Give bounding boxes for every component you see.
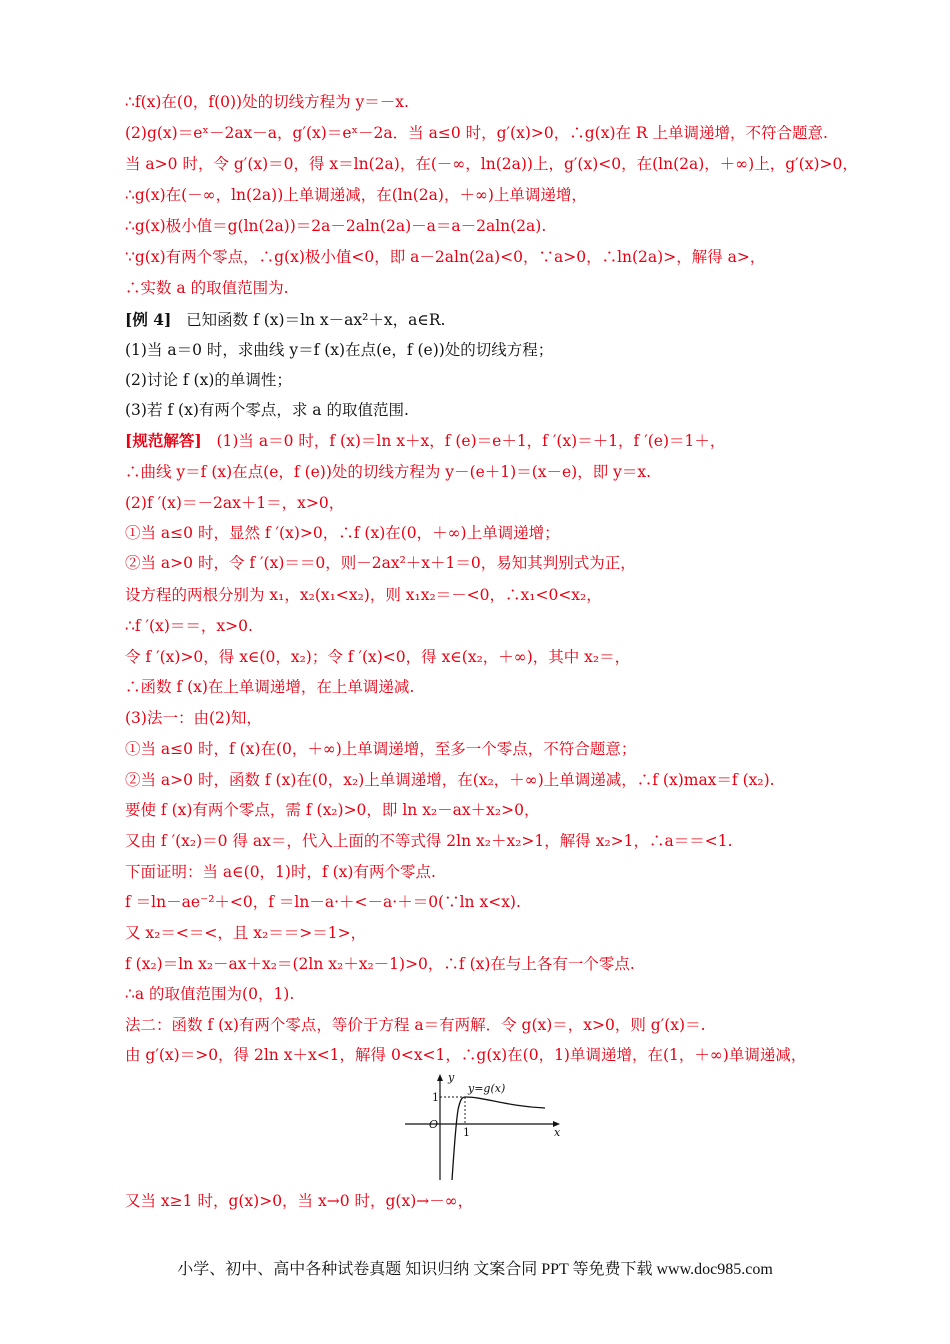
text-line: 要使 f (x)有两个零点，需 f (x₂)>0，即 ln x₂－ax＋x₂>0， (125, 801, 540, 819)
text-line: 设方程的两根分别为 x₁，x₂(x₁<x₂)，则 x₁x₂＝－<0，∴x₁<0<x₂， (125, 586, 602, 604)
text-line: (2)g(x)＝eˣ－2ax－a，g′(x)＝eˣ－2a．当 a≤0 时，g′(x)>0，∴g(x)在 R 上单调递增，不符合题意. (125, 124, 828, 142)
text-line: ∴a 的取值范围为(0，1). (125, 985, 295, 1003)
text-line: ①当 a≤0 时，显然 f ′(x)>0，∴f (x)在(0，＋∞)上单调递增； (125, 524, 560, 542)
y-axis-arrow (437, 1074, 443, 1081)
example-label: [例 4] (125, 310, 172, 329)
curve-label: y=g(x) (468, 1082, 506, 1095)
text-line: 又 x₂＝<＝<，且 x₂＝＝>＝1>， (125, 924, 367, 942)
solution-heading (125, 431, 725, 451)
text-line: ∴f(x)在(0，f(0))处的切线方程为 y＝－x. (125, 93, 409, 111)
y-axis-label: y (448, 1071, 455, 1084)
text-line: ②当 a>0 时，令 f ′(x)＝＝0，则－2ax²＋x＋1＝0，易知其判别式为正， (125, 554, 636, 572)
question-2: (2)讨论 f (x)的单调性； (125, 371, 292, 389)
text-line: f ＝ln－ae⁻²＋<0，f ＝ln－a·＋<－a·＋＝0(∵ln x<x). (125, 893, 521, 911)
text-line: 又当 x≥1 时，g(x)>0，当 x→0 时，g(x)→－∞， (125, 1192, 474, 1210)
text-line: ∴g(x)极小值＝g(ln(2a))＝2a－2aln(2a)－a＝a－2aln(2a). (125, 217, 547, 235)
text-line: 法二：函数 f (x)有两个零点，等价于方程 a＝有两解．令 g(x)＝，x>0，则 g′(x)＝. (125, 1016, 706, 1034)
text-line: 下面证明：当 a∈(0，1)时，f (x)有两个零点. (125, 863, 436, 881)
text-line: 由 g′(x)＝>0，得 2ln x＋x<1，解得 0<x<1，∴g(x)在(0，1)单调递增，在(1，＋∞)单调递减， (125, 1046, 807, 1064)
text-line: 当 a>0 时，令 g′(x)＝0，得 x＝ln(2a)，在(－∞，ln(2a))上，g′(x)<0，在(ln(2a)，＋∞)上，g′(x)>0， (125, 155, 858, 173)
text-line: 又由 f ′(x₂)＝0 得 ax＝，代入上面的不等式得 2ln x₂＋x₂>1，解得 x₂>1，∴a＝＝<1. (125, 832, 733, 850)
x-axis-label: x (554, 1126, 561, 1139)
text-line: ②当 a>0 时，函数 f (x)在(0，x₂)上单调递增，在(x₂，＋∞)上单调递减，∴f (x)max＝f (x₂). (125, 771, 775, 789)
question-3: (3)若 f (x)有两个零点，求 a 的取值范围. (125, 401, 409, 419)
y-tick-label: 1 (432, 1091, 439, 1104)
text-line: ∴f ′(x)＝＝，x>0. (125, 617, 253, 635)
solution-label: [规范解答] (125, 431, 202, 450)
text-line: ∵g(x)有两个零点，∴g(x)极小值<0，即 a－2aln(2a)<0，∵a>0，∴ln(2a)>，解得 a>， (125, 248, 766, 266)
example-statement: 已知函数 f (x)＝ln x－ax²＋x，a∈R. (186, 311, 446, 329)
question-1: (1)当 a＝0 时，求曲线 y＝f (x)在点(e，f (e))处的切线方程； (125, 341, 554, 359)
text-line: (3)法一：由(2)知， (125, 709, 262, 727)
origin-label: O (429, 1118, 439, 1131)
example-heading (125, 310, 445, 330)
x-tick-label: 1 (463, 1126, 470, 1139)
page-footer: 小学、初中、高中各种试卷真题 知识归纳 文案合同 PPT 等免费下载 www.doc985.com (177, 1261, 773, 1278)
text-line: f (x₂)＝ln x₂－ax＋x₂＝(2ln x₂＋x₂－1)>0，∴f (x)在与上各有一个零点. (125, 955, 635, 973)
text-line: 令 f ′(x)>0，得 x∈(0，x₂)；令 f ′(x)<0，得 x∈(x₂，＋∞)，其中 x₂＝， (125, 648, 631, 666)
text-line: ①当 a≤0 时，f (x)在(0，＋∞)上单调递增，至多一个零点，不符合题意； (125, 740, 637, 758)
text-line: ∴实数 a 的取值范围为. (125, 279, 289, 297)
text-line: ∴曲线 y＝f (x)在点(e，f (e))处的切线方程为 y－(e＋1)＝(x－e)，即 y＝x. (125, 463, 652, 481)
function-graph (395, 1070, 565, 1182)
text-line: ∴g(x)在(－∞，ln(2a))上单调递减，在(ln(2a)，＋∞)上单调递增， (125, 186, 587, 204)
text-line: ∴函数 f (x)在上单调递增，在上单调递减. (125, 678, 415, 696)
text-line: (2)f ′(x)＝－2ax＋1＝，x>0， (125, 494, 345, 512)
solution-first-line: (1)当 a＝0 时，f (x)＝ln x＋x，f (e)＝e＋1，f ′(x)＝＋1，f ′(e)＝1＋， (216, 432, 726, 450)
